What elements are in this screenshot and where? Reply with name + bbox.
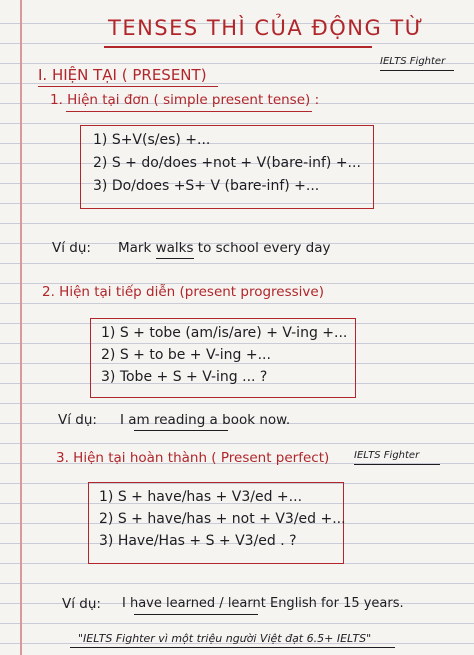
tense-2-formula-box: [90, 318, 356, 398]
page-title: TENSES THÌ CỦA ĐỘNG TỪ: [108, 16, 425, 40]
tense-3-formula-1: 1) S + have/has + V3/ed +...: [99, 489, 303, 505]
tense-2-example-label: Ví dụ:: [58, 412, 97, 428]
tense-1-formula-1: 1) S+V(s/es) +...: [93, 132, 211, 148]
tense-2-formula-1: 1) S + tobe (am/is/are) + V-ing +...: [101, 325, 348, 341]
tense-3-formula-2: 2) S + have/has + not + V3/ed +...: [99, 511, 346, 527]
margin-line: [20, 0, 22, 655]
tense-1-example: Mark walks to school every day: [118, 240, 331, 256]
tense-1-heading: 1. Hiện tại đơn ( simple present tense) :: [50, 92, 320, 108]
brand-underline-top: [380, 70, 454, 71]
tense-1-formula-2: 2) S + do/does +not + V(bare-inf) +...: [93, 155, 361, 171]
tense-3-formula-box: [88, 482, 344, 564]
brand-underline-middle: [354, 464, 440, 465]
tense-1-verb-underline: [156, 258, 194, 259]
brand-mark-top: IELTS Fighter: [380, 56, 446, 67]
tense-1-formula-box: [80, 125, 374, 209]
tense-3-heading: 3. Hiện tại hoàn thành ( Present perfect): [56, 450, 330, 466]
tense-3-example-label: Ví dụ:: [62, 596, 101, 612]
tense-1-formula-3: 3) Do/does +S+ V (bare-inf) +...: [93, 178, 320, 194]
tense-3-example: I have learned / learnt English for 15 years.: [122, 596, 404, 611]
section-underline: [38, 86, 218, 87]
title-underline: [104, 46, 372, 48]
footer-underline: [70, 647, 395, 648]
tense-1-example-label: Ví dụ:: [52, 240, 91, 256]
section-heading: I. HIỆN TẠI ( PRESENT): [38, 66, 207, 84]
tense-2-heading: 2. Hiện tại tiếp diễn (present progressive): [42, 284, 324, 300]
tense-2-formula-2: 2) S + to be + V-ing +...: [101, 347, 271, 363]
footer-slogan: "IELTS Fighter vì một triệu người Việt đạt 6.5+ IELTS": [78, 632, 372, 645]
brand-mark-middle: IELTS Fighter: [354, 450, 420, 461]
tense-2-verb-underline: [134, 430, 228, 431]
tense-2-example: I am reading a book now.: [120, 412, 291, 428]
tense-2-formula-3: 3) Tobe + S + V-ing ... ?: [101, 369, 268, 385]
tense-3-formula-3: 3) Have/Has + S + V3/ed . ?: [99, 533, 297, 549]
tense-3-verb-underline: [134, 614, 258, 615]
tense-1-heading-underline: [66, 111, 312, 112]
